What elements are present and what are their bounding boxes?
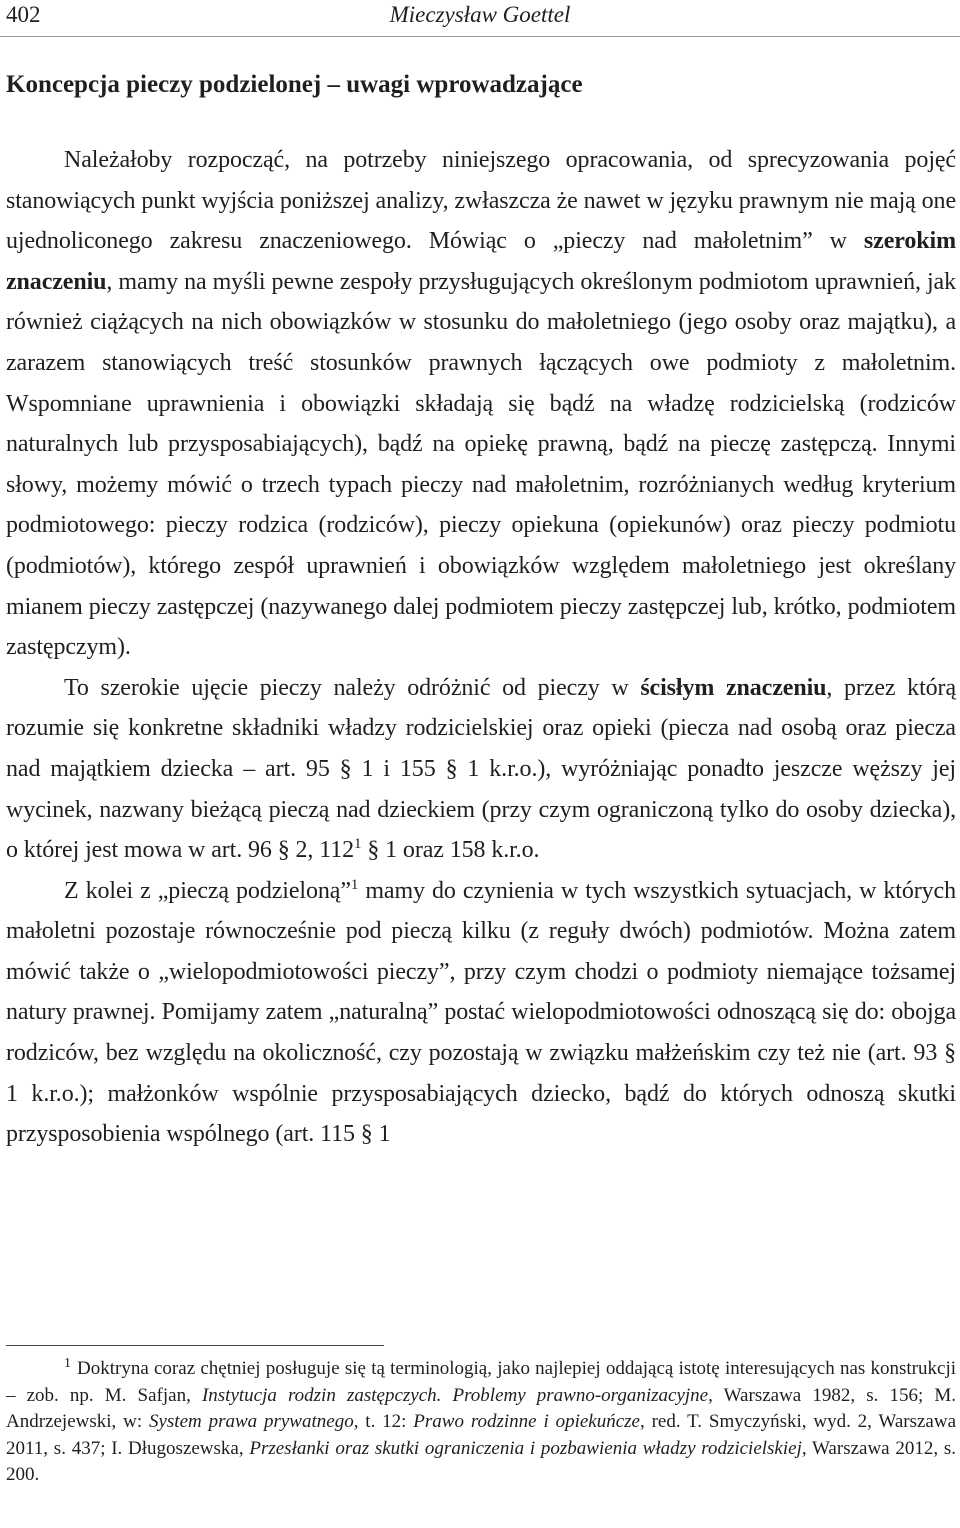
footnote-separator: [6, 1345, 384, 1346]
page-number: 402: [6, 2, 41, 27]
footnote-text-3: , t. 12:: [353, 1411, 414, 1432]
paragraph-2-text-b: , przez którą rozumie się konkretne składniki władzy rodzicielskiej oraz opieki (piecza nad osobą oraz piecza nad majątkiem dziecka – art. 95 § 1 i 155 § 1 k.r.o.), wyróżniając ponadto jeszcze węższy jej wycinek, nazwany bieżącą pieczą nad dzieckiem (przy czym ograniczoną tylko do osoby dziecka), o której jest mowa w art. 96 § 2, 112: [6, 674, 956, 864]
footnotes: [6, 1356, 956, 1489]
paragraph-3-text-a: Z kolei z „pieczą podzieloną”: [64, 877, 351, 904]
running-head-author: Mieczysław Goettel: [389, 2, 571, 27]
emphasis-szerokim-znaczeniu: szerokim znaczeniu: [6, 228, 956, 295]
citation-title-przeslanki: Przesłanki oraz skutki ograniczenia i pozbawienia władzy rodzicielskiej: [249, 1437, 802, 1459]
paragraph-2: [6, 668, 956, 871]
citation-title-system: System prawa prywatnego: [148, 1411, 354, 1432]
footnote-number: 1: [64, 1356, 71, 1371]
emphasis-scislym-znaczeniu: ścisłym znaczeniu: [640, 674, 827, 701]
footnote-text-4: , red. T. Smyczyński, wyd. 2, Warszawa 2011, s. 437; I. Długoszewska,: [6, 1411, 957, 1459]
paragraph-1: [6, 140, 956, 668]
paragraph-3-text-b: mamy do czynienia w tych wszystkich sytuacjach, w których małoletni pozostaje równocześnie pod pieczą kilku (z reguły dwóch) podmiotów. Można zatem mówić także o „wielopodmiotowości pieczy”, przy czym chodzi o podmioty niemające tożsamej natury prawnej. Pomijamy zatem „naturalną” postać wielopodmiotowości odnoszącą się do: obojga rodziców, bez względu na okoliczność, czy pozostają w związku małżeńskim czy też nie (art. 93 § 1 k.r.o.); małżonków wspólnie przysposabiających dziecko, bądź do których odnoszą skutki przysposobienia wspólnego (art. 115 § 1: [6, 877, 956, 1148]
paragraph-2-text-c: § 1 oraz 158 k.r.o.: [361, 837, 540, 864]
footnote-text-1: Doktryna coraz chętniej posługuje się tą terminologią, jako najlepiej oddającą istotę interesujących nas konstrukcji – zob. np. M. Safjan,: [6, 1358, 956, 1406]
body-text: [6, 140, 956, 1155]
paragraph-2-text-a: To szerokie ujęcie pieczy należy odróżnić od pieczy w: [64, 674, 641, 701]
footnote-text-5: , Warszawa 2012, s. 200.: [6, 1437, 956, 1485]
paragraph-1-text-a: Należałoby rozpocząć, na potrzeby niniejszego opracowania, od sprecyzowania pojęć stanowiących punkt wyjścia poniższej analizy, zwłaszcza że nawet w języku prawnym nie mają one ujednoliconego zakresu znaczeniowego. Mówiąc o „pieczy nad małoletnim” w: [6, 147, 956, 255]
footnote-1: [6, 1356, 956, 1489]
page-header: [0, 0, 960, 37]
citation-title-prawo-rodzinne: Prawo rodzinne i opiekuńcze: [413, 1411, 640, 1432]
superscript-1: 1: [354, 836, 362, 853]
paragraph-3: [6, 871, 956, 1155]
footnote-text-2: , Warszawa 1982, s. 156; M. Andrzejewski, w:: [6, 1384, 956, 1432]
paragraph-1-text-b: , mamy na myśli pewne zespoły przysługujących określonym podmiotom uprawnień, jak również ciążących na nich obowiązków w stosunku do małoletniego (jego osoby oraz majątku), a zarazem stanowiących treść stosunków prawnych łączących owe podmioty z małoletnim. Wspomniane uprawnienia i obowiązki składają się bądź na władzę rodzicielską (rodziców naturalnych lub przysposabiających), bądź na opiekę prawną, bądź na pieczę zastępczą. Innymi słowy, możemy mówić o trzech typach pieczy nad małoletnim, rozróżnianych według kryterium podmiotowego: pieczy rodzica (rodziców), pieczy opiekuna (opiekunów) oraz pieczy podmiotu (podmiotów), którego zespół uprawnień i obowiązków względem małoletniego jest określany mianem pieczy zastępczej (nazywanego dalej podmiotem pieczy zastępczej lub, krótko, podmiotem zastępczym).: [6, 268, 956, 661]
citation-title-safjan: Instytucja rodzin zastępczych. Problemy prawno-organizacyjne: [201, 1384, 709, 1406]
footnote-reference-1: 1: [350, 876, 359, 893]
section-heading: Koncepcja pieczy podzielonej – uwagi wprowadzające: [6, 71, 583, 98]
